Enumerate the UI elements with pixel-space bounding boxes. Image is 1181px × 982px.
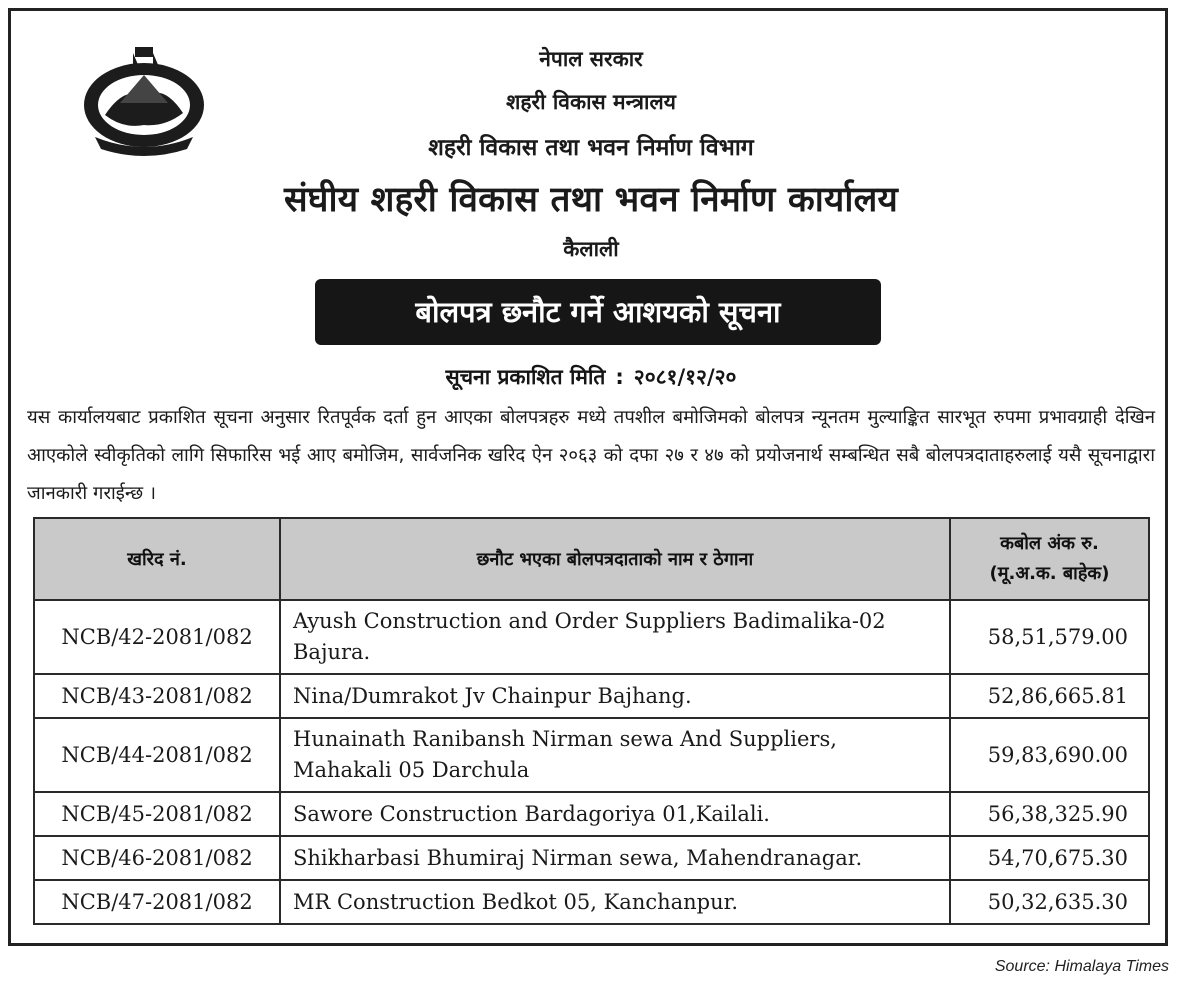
office-location: कैलाली xyxy=(563,237,619,261)
table-row xyxy=(34,880,1149,924)
source-credit: Source: Himalaya Times xyxy=(994,958,1169,975)
bid-amount: 59,83,690.00 xyxy=(950,718,1149,792)
table-row xyxy=(34,792,1149,836)
header-procurement-no: खरिद नं. xyxy=(34,518,280,600)
bid-amount: 58,51,579.00 xyxy=(950,600,1149,674)
bid-amount: 50,32,635.30 xyxy=(950,880,1149,924)
header-bidder-name: छनौट भएका बोलपत्रदाताको नाम र ठेगाना xyxy=(280,518,950,600)
table-row xyxy=(34,836,1149,880)
bidder-name: Ayush Construction and Order Suppliers Badimalika-02 Bajura. xyxy=(280,600,950,674)
office-name: संघीय शहरी विकास तथा भवन निर्माण कार्यालय xyxy=(283,180,899,220)
publication-date-separator: : xyxy=(615,365,624,389)
procurement-no: NCB/47-2081/082 xyxy=(34,880,280,924)
header-bid-amount xyxy=(950,518,1149,600)
procurement-no: NCB/42-2081/082 xyxy=(34,600,280,674)
bidder-name: Nina/Dumrakot Jv Chainpur Bajhang. xyxy=(280,674,950,718)
procurement-no: NCB/44-2081/082 xyxy=(34,718,280,792)
header-amount-line2: (मू.अ.क. बाहेक) xyxy=(989,563,1110,584)
bid-amount: 56,38,325.90 xyxy=(950,792,1149,836)
bidder-name: Hunainath Ranibansh Nirman sewa And Suppliers, Mahakali 05 Darchula xyxy=(280,718,950,792)
publication-date-value: २०८१/१२/२० xyxy=(633,365,737,389)
procurement-no: NCB/46-2081/082 xyxy=(34,836,280,880)
table-row xyxy=(34,718,1149,792)
bidder-name: MR Construction Bedkot 05, Kanchanpur. xyxy=(280,880,950,924)
procurement-no: NCB/45-2081/082 xyxy=(34,792,280,836)
bid-amount: 52,86,665.81 xyxy=(950,674,1149,718)
publication-date-label: सूचना प्रकाशित मिति xyxy=(445,365,606,389)
government-name: नेपाल सरकार xyxy=(539,47,643,71)
department-name: शहरी विकास तथा भवन निर्माण विभाग xyxy=(428,135,754,161)
table-row xyxy=(34,600,1149,674)
notice-frame xyxy=(8,8,1168,946)
bidder-name: Sawore Construction Bardagoriya 01,Kailali. xyxy=(280,792,950,836)
bid-amount: 54,70,675.30 xyxy=(950,836,1149,880)
notice-title-banner: बोलपत्र छनौट गर्ने आशयको सूचना xyxy=(315,279,881,345)
procurement-no: NCB/43-2081/082 xyxy=(34,674,280,718)
bidder-name: Shikharbasi Bhumiraj Nirman sewa, Mahendranagar. xyxy=(280,836,950,880)
ministry-name: शहरी विकास मन्त्रालय xyxy=(506,90,676,114)
table-header-row xyxy=(34,518,1149,600)
publication-date xyxy=(11,363,1171,391)
notice-body: यस कार्यालयबाट प्रकाशित सूचना अनुसार रितपूर्वक दर्ता हुन आएका बोलपत्रहरु मध्ये तपशील बमोजिमको बोलपत्र न्यूनतम मुल्याङ्कित सारभूत रुपमा प्रभावग्राही देखिन आएकोले स्वीकृतिको लागि सिफारिस भई आए बमोजिम, सार्वजनिक खरिद ऐन २०६३ को दफा २७ र ४७ को प्रयोजनार्थ सम्बन्धित सबै बोलपत्रदाताहरुलाई यसै सूचनाद्वारा जानकारी गराईन्छ । xyxy=(27,407,1155,504)
selected-bidders-table xyxy=(33,517,1150,925)
table-row xyxy=(34,674,1149,718)
header-amount-line1: कबोल अंक रु. xyxy=(1000,533,1099,554)
